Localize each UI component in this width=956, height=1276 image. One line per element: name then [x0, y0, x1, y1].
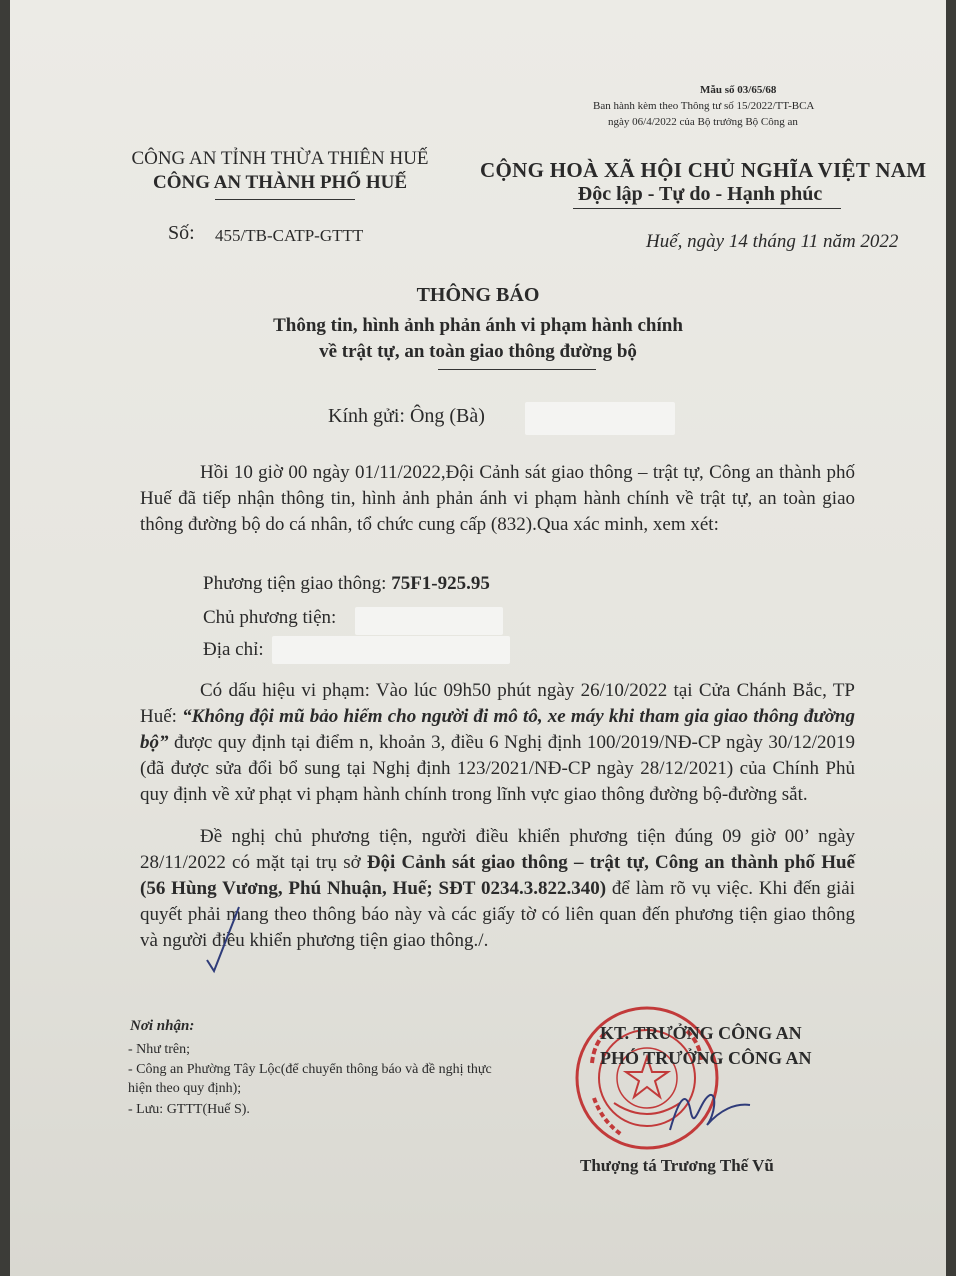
title-underline	[438, 369, 596, 370]
violation-description: “Không đội mũ bảo hiểm cho người đi mô tô, xe máy khi tham gia giao thông đường bộ”	[140, 706, 856, 753]
violation-text-a: Có dấu hiệu vi phạm: Vào lúc 09h50 phút ngày 26/10/2022 tại Cửa Chánh Bắc, TP Huế:	[140, 680, 855, 727]
redacted-recipient-name	[525, 402, 675, 435]
form-number: Mẫu số 03/65/68	[700, 84, 777, 96]
form-issued-line-1: Ban hành kèm theo Thông tư số 15/2022/TT-BCA	[593, 100, 815, 112]
doc-number-label: Số:	[168, 222, 195, 244]
request-text-b: để làm rõ vụ việc. Khi đến giải quyết phải mang theo thông báo này và các giấy tờ có liên quan đến phương tiện giao thông và người điều khiển phương tiện giao thông./.	[140, 878, 855, 951]
handwritten-signature-icon	[665, 1085, 755, 1140]
motto-underline	[573, 208, 841, 209]
signer-name: Thượng tá Trương Thế Vũ	[580, 1156, 774, 1175]
nation-heading: CỘNG HOÀ XÃ HỘI CHỦ NGHĨA VIỆT NAM	[480, 158, 927, 182]
agency-name: CÔNG AN THÀNH PHỐ HUẾ	[152, 172, 408, 193]
signature-title-line-1: KT. TRƯỞNG CÔNG AN	[600, 1023, 802, 1043]
redacted-address	[272, 636, 510, 664]
issue-date: Huế, ngày 14 tháng 11 năm 2022	[646, 231, 899, 252]
paragraph-intro-text: Hồi 10 giờ 00 ngày 01/11/2022,Đội Cảnh sát giao thông – trật tự, Công an thành phố Huế đã tiếp nhận thông tin, hình ảnh phản ánh vi phạm hành chính về trật tự, an toàn giao thông đường bộ do cá nhân, tổ chức cung cấp (832).Qua xác minh, xem xét:	[140, 462, 855, 535]
vehicle-line	[203, 573, 490, 595]
request-text-a: Đề nghị chủ phương tiện, người điều khiển phương tiện đúng 09 giờ 00’ ngày 28/11/2022 có mặt tại trụ sở	[140, 826, 855, 873]
vehicle-plate: 75F1-925.95	[391, 573, 490, 594]
pen-tick-mark	[205, 905, 245, 975]
receiver-item: - Như trên;	[128, 1042, 191, 1057]
paragraph-violation	[140, 678, 855, 808]
form-issued-line-2: ngày 06/4/2022 của Bộ trưởng Bộ Công an	[608, 116, 798, 128]
agency-parent: CÔNG AN TỈNH THỪA THIÊN HUẾ	[131, 148, 429, 169]
address-label: Địa chỉ:	[203, 639, 264, 660]
paragraph-request	[140, 824, 855, 954]
page-title: THÔNG BÁO	[416, 284, 540, 306]
national-motto: Độc lập - Tự do - Hạnh phúc	[577, 183, 823, 205]
receivers-title: Nơi nhận:	[130, 1018, 195, 1034]
subtitle-line-2: về trật tự, an toàn giao thông đường bộ	[319, 341, 637, 362]
receiver-item: - Công an Phường Tây Lộc(để chuyển thông báo và đề nghị thực hiện theo quy định);	[128, 1062, 492, 1096]
owner-label: Chủ phương tiện:	[203, 607, 337, 628]
agency-underline	[215, 199, 355, 200]
request-office: Đội Cảnh sát giao thông – trật tự, Công an thành phố Huế (56 Hùng Vương, Phú Nhuận, Huế; SĐT 0234.3.822.340)	[140, 852, 855, 899]
recipient-label: Kính gửi: Ông (Bà)	[328, 405, 485, 427]
receiver-item: - Lưu: GTTT(Huế S).	[128, 1102, 250, 1117]
paragraph-intro	[140, 460, 855, 538]
redacted-owner	[355, 607, 503, 635]
doc-number: 455/TB-CATP-GTTT	[215, 226, 364, 245]
subtitle-line-1: Thông tin, hình ảnh phản ánh vi phạm hành chính	[273, 315, 683, 336]
signature-title-line-2: PHÓ TRƯỞNG CÔNG AN	[600, 1048, 812, 1068]
vehicle-label: Phương tiện giao thông:	[203, 573, 392, 594]
violation-text-b: được quy định tại điểm n, khoản 3, điều 6 Nghị định 100/2019/NĐ-CP ngày 30/12/2019 (đã được sửa đổi bổ sung tại Nghị định 123/2021/NĐ-CP ngày 28/12/2021) của Chính Phủ quy định về xử phạt vi phạm hành chính trong lĩnh vực giao thông đường bộ-đường sắt.	[140, 732, 855, 805]
document-page	[10, 0, 946, 1276]
